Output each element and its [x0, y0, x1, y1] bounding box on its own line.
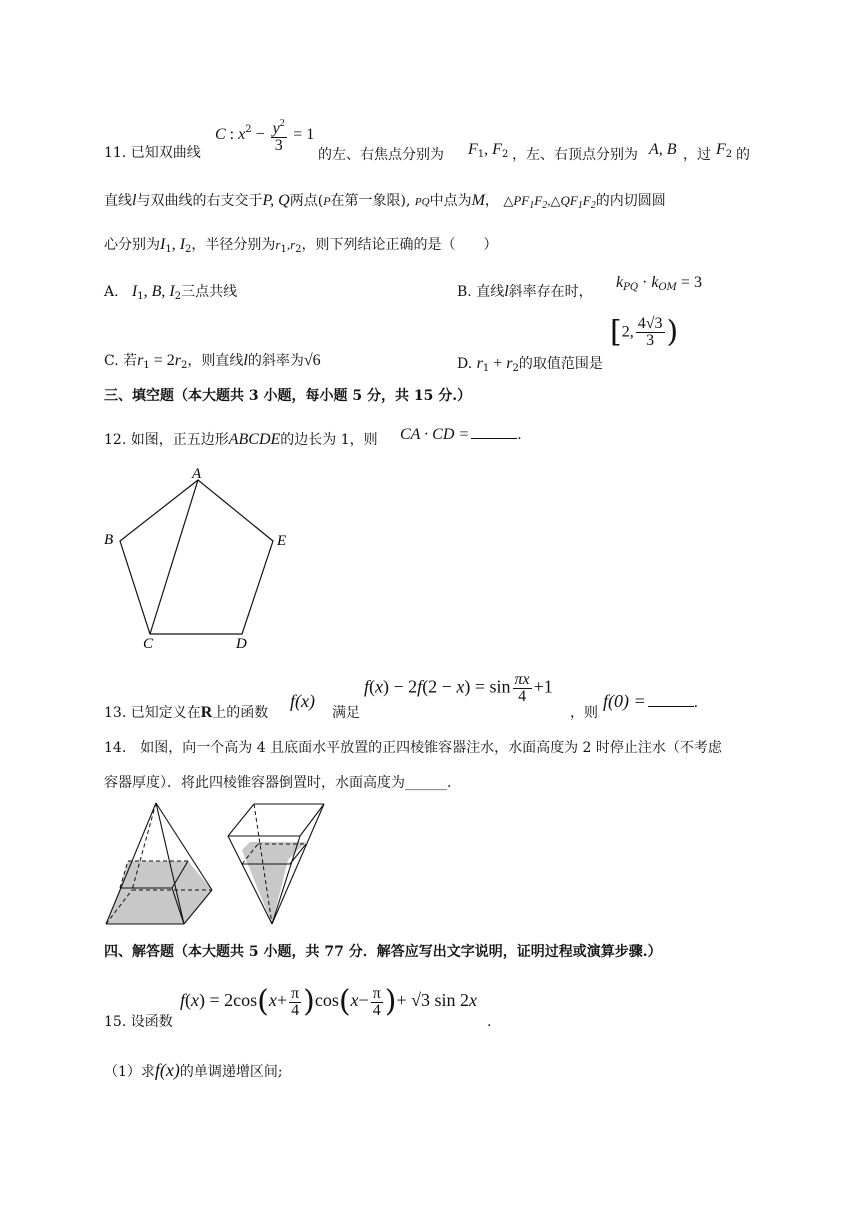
q11-t3: ，过: [683, 147, 711, 163]
q11-line2-f: ，: [484, 193, 499, 209]
q11-line2-g: 的内切圆圆: [595, 193, 666, 209]
q11-opt-d-text: 的取值范围是: [518, 356, 603, 372]
q12-name: ABCDE: [228, 431, 281, 448]
q13-text: 已知定义在: [130, 705, 201, 721]
q11-opt-a-text: 三点共线: [181, 284, 238, 300]
q13-fx-text: f(x): [290, 691, 315, 711]
q11-opt-c-label: C.: [104, 353, 119, 369]
section4-heading: 四、解答题（本大题共 5 小题，共 77 分．解答应写出文字说明，证明过程或演算步骤.）: [104, 944, 662, 960]
q13-blank: [648, 692, 694, 707]
q11-opt-c-text2: ，则直线: [187, 353, 244, 369]
q11-line3-a: 心分别为: [104, 237, 160, 253]
pyramid-inverted-figure: [224, 800, 329, 930]
pentagon-label-b: B: [104, 532, 114, 548]
q15-part1-label: （1）求: [104, 1064, 155, 1080]
q13-text3: 满足: [332, 705, 360, 721]
q11-opt-b-l: l: [504, 283, 509, 300]
q15-end: [487, 1013, 491, 1031]
q15-number: 15.: [104, 1014, 127, 1030]
q13-f0: [603, 692, 698, 712]
q13-text4: ，则: [570, 705, 598, 721]
q12-expr-text: CA · CD =: [400, 426, 470, 443]
q11-t2: ，左、右顶点分别为: [512, 147, 638, 163]
q13-end: .: [693, 695, 699, 711]
q11-foci: $F_1$, $F_2$: [468, 141, 509, 160]
q11-opt-b-text: 直线: [476, 284, 505, 300]
pyramid-upright-figure: [102, 800, 217, 930]
pentagon-label-a: A: [192, 466, 202, 482]
q11-vertices-text: A, B: [649, 141, 677, 158]
q15-end-text: .: [487, 1014, 492, 1030]
q12-number: 12.: [104, 432, 127, 448]
q11-opt-a-label: A.: [104, 284, 119, 300]
q11-opt-c-l: l: [243, 352, 248, 369]
q13-fx: [290, 692, 315, 712]
q13-text2: 上的函数: [212, 705, 269, 721]
q11-curve: C : $x^2$ − $\frac{y^2}{3}$ = 1: [215, 118, 315, 154]
q11-l: l: [132, 192, 137, 209]
q12-text: 如图，正五边形: [130, 432, 229, 448]
q11-option-d-range: [2, $\frac{4√3}{3}$ ): [610, 314, 679, 350]
q11-line1d: [683, 146, 711, 164]
pentagon-label-d: D: [236, 636, 247, 652]
q11-m: M: [471, 192, 485, 209]
q15-part1-text: 的单调递增区间;: [179, 1064, 283, 1080]
q11-pq: P, Q: [262, 192, 290, 209]
q11-line2-b: 与双曲线的右支交于: [136, 193, 263, 209]
q15-text: 设函数: [130, 1014, 173, 1030]
q15-part1: [104, 1061, 283, 1081]
q11-option-b-expr: $k_{PQ} \cdot k_{OM} = 3$: [616, 274, 702, 293]
q15-line: [104, 1013, 173, 1031]
q11-option-c: C. 若$r_1 = 2r_2$，则直线l的斜率为√6: [104, 352, 321, 371]
q11-pq-small: PQ: [414, 196, 430, 208]
q11-line1c: [512, 146, 638, 164]
q13-line: [104, 704, 268, 722]
q11-number: 11.: [104, 145, 127, 161]
q11-line3: 心分别为$I_1$, $I_2$，半径分别为$r_1,r_2$，则下列结论正确的是（ ）: [104, 236, 498, 255]
q11-line3-b: ，半径分别为: [191, 237, 276, 253]
q11-line2-d: 在第一象限),: [330, 193, 411, 209]
q11-t1: 的左、右焦点分别为: [318, 147, 444, 163]
q11-opt-c-val: √6: [303, 352, 321, 369]
q11-line1: [104, 144, 201, 174]
q11-line2-e: 中点为: [429, 193, 472, 209]
q11-opt-c-text: 若: [123, 353, 138, 369]
q12-blank: [471, 424, 517, 439]
q11-vertices: [649, 141, 677, 159]
q11-line2-c: 两点(: [289, 193, 324, 209]
q13-satisfies: [332, 704, 360, 722]
pentagon-figure: [100, 462, 300, 652]
q12-line: [104, 431, 378, 449]
q11-line3-c: ，则下列结论正确的是（ ）: [301, 237, 498, 253]
q13-then: [570, 704, 598, 722]
q13-r: R: [200, 704, 213, 721]
q11-option-d: D. $r_1 + r_2$的取值范围是: [457, 355, 603, 374]
q11-line1b: [318, 146, 444, 164]
q13-number: 13.: [104, 705, 127, 721]
q15-part1-fx: f(x): [154, 1060, 180, 1080]
q14-line2: 容器厚度）．将此四棱锥容器倒置时，水面高度为______.: [104, 775, 452, 791]
q13-f0-text: f(0) =: [603, 691, 646, 711]
pentagon-label-e: E: [277, 533, 287, 549]
q13-equation: f(x) − 2f(2 − x) = sin $\frac{\pi x}{4}$ +1: [364, 671, 553, 705]
q11-option-b: [457, 283, 593, 301]
q11-line2-a: 直线: [104, 193, 132, 209]
q12-expr: [400, 424, 522, 444]
q11-f2: $F_2$: [716, 141, 733, 160]
q11-opt-c-text3: 的斜率为: [247, 353, 304, 369]
q11-t4: 的: [736, 147, 750, 163]
q11-opt-d-label: D.: [457, 356, 473, 372]
q15-expr: f(x) = 2cos(x+ $\frac{\pi}{4}$ )cos(x− $\frac{\pi}{4}$ )+ √3 sin 2x: [180, 984, 478, 1019]
section3-heading: 三、填空题（本大题共 3 小题，每小题 5 分，共 15 分.）: [104, 388, 472, 404]
q14-line1: 14. 如图，向一个高为 4 且底面水平放置的正四棱锥容器注水，水面高度为 2 时停止注水（不考虑: [104, 740, 722, 756]
q11-intro: 已知双曲线: [130, 145, 201, 161]
q11-option-a: A. $I_1$, B, $I_2$三点共线: [104, 283, 238, 302]
q11-line2: 直线l与双曲线的右支交于P, Q两点(P在第一象限), PQ中点为M， $\triangle PF_1F_2,\triangle QF_1F_2$的内切圆圆: [104, 192, 666, 211]
q12-end: .: [517, 427, 522, 443]
q12-text2: 的边长为 1，则: [280, 432, 378, 448]
pentagon-label-c: C: [143, 636, 154, 652]
q11-opt-b-label: B.: [457, 284, 472, 300]
q11-opt-b-text2: 斜率存在时，: [508, 284, 593, 300]
q11-p: P: [323, 194, 331, 208]
q11-line1e: [736, 146, 750, 164]
